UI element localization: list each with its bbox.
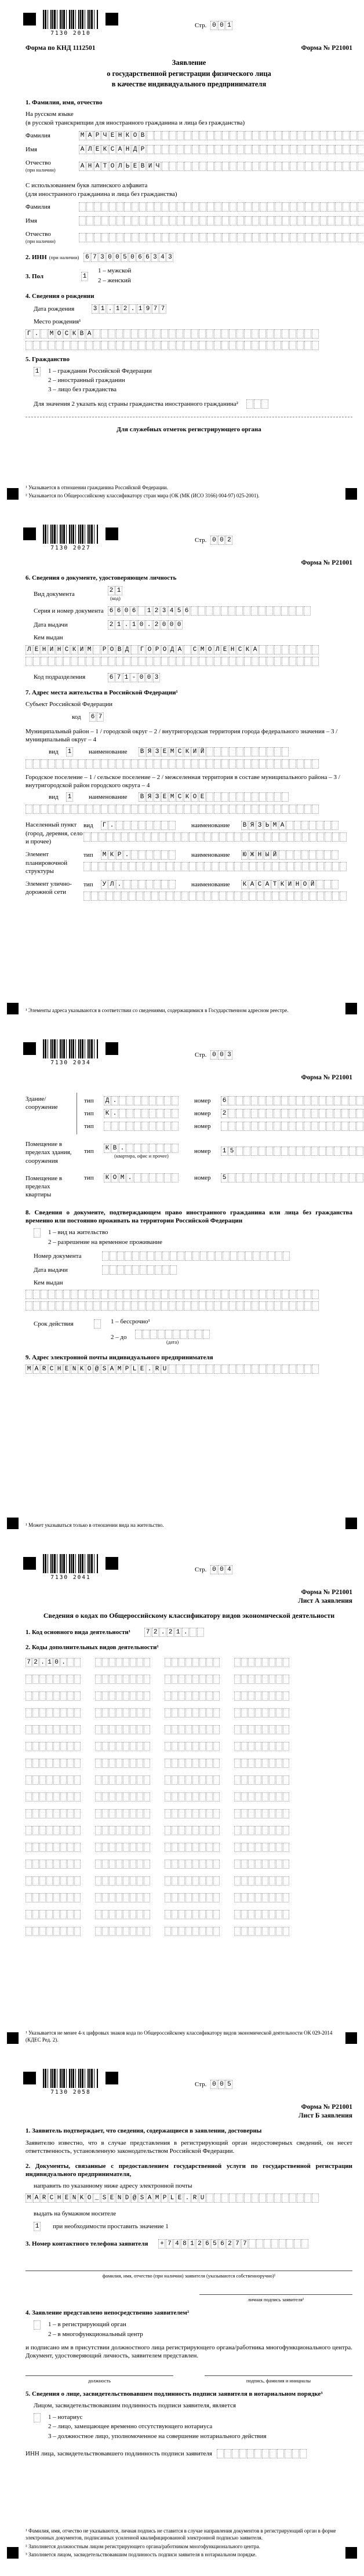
paper-copy-hint: при необходимости проставить значение 1: [53, 2222, 169, 2230]
documents-heading: 2. Документы, связанные с предоставлением государственной услуги по государственной регистрации индивидуального предпринимателя,: [26, 2162, 352, 2178]
okved-extra-code-cell-3-1[interactable]: [95, 1708, 151, 1718]
okved-extra-code-cell-1-3[interactable]: [234, 1675, 290, 1684]
validity-choice-field[interactable]: [94, 1319, 101, 1329]
okved-extra-code-cell-5-3[interactable]: [234, 1742, 290, 1751]
birthplace-extra-row[interactable]: [26, 341, 352, 350]
form-page-2: [0, 515, 364, 1029]
birth-heading: 4. Сведения о рождении: [26, 292, 94, 300]
building-tip-1-field[interactable]: Д .: [104, 1096, 179, 1105]
region-label: Субъект Российской Федерации: [26, 700, 112, 708]
okved-extra-code-cell-8-2[interactable]: [165, 1792, 220, 1802]
registration-mark-icon: [345, 1518, 357, 1529]
settlement-name-extra-row[interactable]: [26, 805, 352, 814]
locality-vid-field[interactable]: Г .: [101, 821, 176, 830]
okved-extra-code-cell-16-3[interactable]: [234, 1927, 290, 1936]
okved-extra-code-cell-7-1[interactable]: [95, 1775, 151, 1785]
okved-extra-code-cell-16-2[interactable]: [165, 1927, 220, 1936]
settlement-name-field[interactable]: В Я З Е М С К О Е: [139, 792, 289, 802]
okved-extra-code-cell-13-1[interactable]: [95, 1876, 151, 1886]
okved-extra-code-cell-12-0[interactable]: [26, 1860, 81, 1869]
page-number-label: Стр.: [195, 1566, 207, 1573]
country-code-note: Для значения 2 указать код страны гражданства иностранного гражданина²: [34, 400, 238, 407]
page-number-label: Стр.: [195, 536, 207, 544]
building-num-label: номер: [194, 1122, 211, 1130]
okved-extra-code-cell-8-3[interactable]: [234, 1792, 290, 1802]
district-vid-label: вид: [49, 748, 59, 755]
gender-options: 1 – мужской 2 – женский: [98, 267, 132, 284]
latin-name-note: С использованием букв латинского алфавита (для иностранного гражданина и лица без гражданства): [26, 182, 177, 198]
building-tip-label: тип: [84, 1109, 94, 1117]
page-number-value: 0 0 3: [210, 1050, 233, 1060]
planning-name-label: наименование: [191, 852, 230, 859]
form-page-5: [0, 2059, 364, 2574]
page-2-header: [26, 523, 352, 558]
entrepreneur-email-field[interactable]: M A R C H E N K O @ S A M P L E . R U: [26, 1365, 352, 1374]
doc-issuer-extra-row[interactable]: [26, 657, 352, 666]
okved-extra-code-cell-4-1[interactable]: [95, 1725, 151, 1734]
validity-until-option: 2 – до: [111, 1333, 127, 1341]
premises-label: Помещение в пределах здания, сооружения: [26, 1140, 72, 1165]
citizenship-options: 1 – гражданин Российской Федерации 2 – иностранный гражданин 3 – лицо без гражданства: [48, 367, 152, 394]
barcode-number: 7130 2027: [50, 545, 91, 551]
okved-extra-code-cell-13-3[interactable]: [234, 1876, 290, 1886]
apartment-tip-label: тип: [84, 1174, 94, 1181]
citizenship-heading: 5. Гражданство: [26, 355, 70, 363]
street-extra-row[interactable]: [83, 892, 352, 901]
okved-extra-code-cell-6-0[interactable]: [26, 1759, 81, 1768]
submitted-text: и подписано им в присутствии должностного лица регистрирующего органа/работника многофункционального центра. Документ, удостоверяющий личность, заявителем представлен.: [26, 2344, 352, 2360]
surname-field[interactable]: М А Р Ч Е Н К О В: [79, 131, 364, 140]
residence-issue-date-label: Дата выдачи: [34, 1266, 68, 1274]
main-okved-label: 1. Код основного вида деятельности¹: [26, 1628, 131, 1636]
okved-extra-code-cell-11-3[interactable]: [234, 1843, 290, 1852]
section-1-heading: 1. Фамилия, имя, отчество: [26, 99, 103, 107]
okved-extra-code-cell-1-0[interactable]: [26, 1675, 81, 1684]
inn-heading: 2. ИНН: [26, 254, 47, 261]
page-5-header: [26, 2067, 352, 2102]
okved-extra-code-cell-9-0[interactable]: [26, 1809, 81, 1818]
residence-issuer-field[interactable]: [26, 1290, 352, 1299]
form-page-1: [0, 0, 364, 515]
latin-patronymic-label: Отчество (при наличии): [26, 231, 56, 245]
registration-mark-icon: [23, 1557, 36, 1570]
birthplace-label: Место рождения¹: [34, 318, 81, 326]
registration-mark-icon: [7, 488, 19, 500]
okved-extra-code-cell-11-2[interactable]: [165, 1843, 220, 1852]
submitted-heading: 4. Заявление представлено непосредственно заявителем²: [26, 2309, 190, 2317]
citizenship-field[interactable]: 1: [34, 367, 41, 376]
okved-extra-code-cell-1-2[interactable]: [165, 1675, 220, 1684]
confirm-text: Заявителю известно, что в случае представления в регистрирующий орган недостоверных сведений, он несет ответственность, установленную законодательством Российской Федерации.: [26, 2140, 352, 2155]
okved-extra-code-cell-7-3[interactable]: [234, 1775, 290, 1785]
unit-code-label: Код подразделения: [34, 674, 86, 681]
registration-mark-icon: [23, 2072, 36, 2084]
main-okved-field[interactable]: 7 2 . 2 1 .: [144, 1628, 205, 1637]
registration-mark-icon: [7, 1003, 19, 1014]
settlement-vid-label: вид: [49, 794, 59, 801]
birthdate-field[interactable]: 3 1 . 1 2 . 1 9 7 7: [92, 304, 167, 314]
okved-extra-code-cell-2-1[interactable]: [95, 1691, 151, 1701]
official-signature-line[interactable]: [205, 2375, 352, 2377]
okved-extra-code-cell-0-2[interactable]: [165, 1658, 220, 1667]
barcode-icon: [43, 1039, 99, 1058]
sheet-b-label: Лист Б заявления: [299, 2112, 352, 2119]
registration-mark-icon: [7, 2032, 19, 2044]
region-code-field[interactable]: 6 7: [89, 712, 104, 722]
notary-choice-field[interactable]: [34, 2413, 41, 2422]
registration-mark-icon: [23, 527, 36, 540]
okved-extra-code-cell-15-3[interactable]: [234, 1910, 290, 1919]
page-number-value: 0 0 1: [210, 21, 233, 30]
extra-okved-label: 2. Коды дополнительных видов деятельности¹: [26, 1643, 159, 1651]
applicant-signature-line[interactable]: [199, 2294, 352, 2295]
gender-field[interactable]: 1: [81, 272, 89, 281]
district-name-extra-row[interactable]: [26, 759, 352, 769]
page-number-label: Стр.: [195, 21, 207, 29]
page-3-header: [26, 1038, 352, 1072]
okved-extra-code-cell-9-3[interactable]: [234, 1809, 290, 1818]
page-number-label: Стр.: [195, 1051, 207, 1058]
residence-issuer-extra-row[interactable]: [26, 1301, 352, 1311]
page-number-value: 0 0 5: [210, 2080, 233, 2089]
okved-extra-code-cell-3-3[interactable]: [234, 1708, 290, 1718]
okved-extra-code-cell-14-1[interactable]: [95, 1893, 151, 1902]
latin-patronymic-field[interactable]: [79, 233, 364, 242]
okved-extra-code-cell-14-3[interactable]: [234, 1893, 290, 1902]
street-name-label: наименование: [191, 881, 230, 888]
planning-tip-label: тип: [83, 852, 93, 859]
phone-heading: 3. Номер контактного телефона заявителя: [26, 2240, 148, 2247]
okved-extra-code-cell-12-3[interactable]: [234, 1860, 290, 1869]
confirm-heading: 1. Заявитель подтверждает, что сведения, содержащиеся в заявлении, достоверны: [26, 2127, 262, 2134]
settlement-note: Городское поселение – 1 / сельское поселение – 2 / межселенная территория в составе муниципального района – 3 / внутригородской район городского округа – 4: [26, 773, 340, 789]
notary-heading: 5. Сведения о лице, засвидетельствовавшем подлинность подписи заявителя в нотариальном порядке³: [26, 2390, 323, 2397]
locality-name-field[interactable]: В Я З Ь М А: [241, 821, 339, 830]
okved-extra-code-cell-0-3[interactable]: [234, 1658, 290, 1667]
okved-extra-code-cell-6-3[interactable]: [234, 1759, 290, 1768]
district-note: Муниципальный район – 1 / городской округ – 2 / внутригородская территория города федерального значения – 3 / муниципальный округ – 4: [26, 728, 338, 744]
applicant-fio-caption: фамилия, имя, отчество (при наличии) заявителя (указываются собственноручно)¹: [102, 2272, 276, 2279]
premises-num-field[interactable]: 1 5: [221, 1147, 364, 1156]
okved-extra-code-cell-16-1[interactable]: [95, 1927, 151, 1936]
applicant-fio-signature-line[interactable]: [26, 2271, 352, 2272]
doc-type-group: [108, 586, 123, 602]
okved-extra-code-cell-15-1[interactable]: [95, 1910, 151, 1919]
okved-extra-code-cell-1-1[interactable]: [95, 1675, 151, 1684]
name-label: Имя: [26, 145, 37, 153]
building-tip-label: тип: [84, 1097, 94, 1104]
settlement-vid-field[interactable]: 1: [66, 792, 74, 802]
phone-field[interactable]: + 7 4 8 1 2 6 5 6 2 7 7: [158, 2239, 309, 2248]
okved-extra-code-cell-15-0[interactable]: [26, 1910, 81, 1919]
surname-label: Фамилия: [26, 132, 50, 139]
patronymic-field[interactable]: А Н А Т О Л Ь Е В И Ч: [79, 162, 364, 171]
extra-okved-grid: [26, 1658, 352, 1936]
okved-extra-code-cell-8-0[interactable]: [26, 1792, 81, 1802]
barcode-number: 7130 2041: [50, 1574, 91, 1581]
residence-doc-num-field[interactable]: [102, 1251, 290, 1261]
barcode-icon: [43, 10, 99, 29]
send-email-field[interactable]: M A R C H E N K O _ S E N D @ S A M P L E . R U: [26, 2193, 352, 2203]
okved-extra-code-cell-10-0[interactable]: [26, 1826, 81, 1835]
validity-label: Срок действия: [34, 1320, 74, 1328]
okved-extra-code-cell-13-2[interactable]: [165, 1876, 220, 1886]
okved-extra-code-cell-9-1[interactable]: [95, 1809, 151, 1818]
building-num-2-field[interactable]: 2: [221, 1109, 364, 1118]
sheet-a-label: Лист А заявления: [298, 1597, 352, 1604]
okved-extra-code-cell-6-2[interactable]: [165, 1759, 220, 1768]
latin-surname-field[interactable]: [79, 202, 364, 212]
barcode-number: 7130 2058: [50, 2089, 91, 2095]
section-7-heading: 7. Адрес места жительства в Российской Федерации¹: [26, 689, 178, 696]
premises-sub-label: (квартира, офис и прочее): [114, 1152, 169, 1159]
okved-extra-code-cell-0-1[interactable]: [95, 1658, 151, 1667]
registration-mark-icon: [105, 527, 118, 540]
registration-mark-icon: [345, 2547, 357, 2559]
okved-extra-code-cell-8-1[interactable]: [95, 1792, 151, 1802]
barcode-number: 7130 2034: [50, 1060, 91, 1066]
okved-extra-code-cell-3-2[interactable]: [165, 1708, 220, 1718]
service-marks-heading: Для служебных отметок регистрирующего органа: [117, 425, 261, 433]
okved-extra-code-cell-0-0[interactable]: 7 2 . 1 0 .: [26, 1658, 81, 1667]
submitted-options: 1 – в регистрирующий орган 2 – в многофункциональный центр: [48, 2321, 143, 2338]
okved-extra-code-cell-4-3[interactable]: [234, 1725, 290, 1734]
okved-extra-code-cell-7-0[interactable]: [26, 1775, 81, 1785]
okved-extra-code-cell-2-2[interactable]: [165, 1691, 220, 1701]
okved-extra-code-cell-9-2[interactable]: [165, 1809, 220, 1818]
locality-name-label: наименование: [191, 822, 230, 829]
doc-type-field[interactable]: 2 1: [108, 586, 123, 595]
submitted-choice-field[interactable]: [34, 2320, 41, 2330]
registration-mark-icon: [7, 1518, 19, 1529]
building-tip-3-field[interactable]: [104, 1122, 179, 1131]
street-tip-label: тип: [83, 881, 93, 888]
notary-inn-field[interactable]: [217, 2449, 307, 2458]
planning-extra-row[interactable]: [83, 862, 352, 871]
barcode-icon: [43, 525, 99, 544]
latin-surname-label: Фамилия: [26, 203, 50, 210]
knd-label: Форма по КНД 1112501: [26, 45, 96, 52]
residence-issuer-label: Кем выдан: [34, 1279, 63, 1286]
okved-extra-code-cell-6-1[interactable]: [95, 1759, 151, 1768]
okved-title: Сведения о кодах по Общероссийскому классификатору видов экономической деятельности: [43, 1611, 335, 1620]
applicant-signature-caption: личная подпись заявителя¹: [247, 2297, 304, 2302]
apartment-room-label: Помещение в пределах квартиры: [26, 1174, 63, 1199]
district-name-field[interactable]: В Я З Е М С К И Й: [139, 747, 289, 756]
country-code-field[interactable]: [246, 399, 269, 409]
inn-sub-label: (при наличии): [49, 254, 79, 260]
russian-name-note: На русском языке (в русской транскрипции для иностранного гражданина и лица без гражданства): [26, 111, 245, 126]
send-email-note: направить по указанному ниже адресу электронной почты: [34, 2182, 192, 2190]
notary-options: 1 – нотариус 2 – лицо, замещающее временно отсутствующего нотариуса 3 – должностное лицо, уполномоченное на совершение нотариального действия: [48, 2414, 267, 2440]
building-num-label: номер: [194, 1109, 211, 1117]
okved-extra-code-cell-4-2[interactable]: [165, 1725, 220, 1734]
notary-inn-label: ИНН лица, засвидетельствовавшего подлинность подписи заявителя: [26, 2450, 212, 2457]
birthplace-field[interactable]: Г . М О С К В А: [26, 329, 352, 339]
apartment-num-field[interactable]: 5: [221, 1173, 364, 1183]
validity-perpetual-option: 1 – бессрочно¹: [111, 1318, 150, 1326]
page-number-label: Стр.: [195, 2080, 207, 2088]
apartment-tip-field[interactable]: К О М .: [104, 1173, 179, 1183]
page-number-value: 0 0 4: [210, 1565, 233, 1574]
street-tip-field[interactable]: У Л .: [101, 880, 176, 889]
residence-doc-num-label: Номер документа: [34, 1252, 82, 1260]
doc-series-field[interactable]: 6 6 0 6 1 2 3 4 5 6: [108, 606, 311, 616]
registration-mark-icon: [7, 2547, 19, 2559]
street-name-field[interactable]: К А С А Т К И Н О Й: [241, 880, 339, 889]
notary-text: Лицом, засвидетельствовавшим подлинность подписи заявителя, является: [34, 2402, 236, 2409]
gender-heading: 3. Пол: [26, 272, 44, 280]
okved-extra-code-cell-5-0[interactable]: [26, 1742, 81, 1751]
premises-num-label: номер: [194, 1148, 211, 1155]
building-num-3-field[interactable]: [221, 1122, 364, 1131]
okved-extra-code-cell-5-2[interactable]: [165, 1742, 220, 1751]
registration-mark-icon: [345, 1003, 357, 1014]
barcode-icon: [43, 2069, 99, 2088]
registration-mark-icon: [105, 1557, 118, 1570]
name-field[interactable]: А Л Е К С А Н Д Р: [79, 145, 364, 154]
apartment-num-label: номер: [194, 1174, 211, 1181]
registration-mark-icon: [105, 1042, 118, 1055]
section-9-heading: 9. Адрес электронной почты индивидуального предпринимателя: [26, 1354, 213, 1361]
okved-extra-code-cell-4-0[interactable]: [26, 1725, 81, 1734]
okved-extra-code-cell-7-2[interactable]: [165, 1775, 220, 1785]
settlement-name-label: наименование: [89, 794, 128, 801]
page-3-footnotes: ¹ Может указываться только в отношении вида на жительство.: [26, 1522, 164, 1529]
barcode-number: 7130 2010: [50, 30, 91, 37]
inn-field[interactable]: 6 7 3 0 0 5 0 6 6 3 4 3: [83, 253, 174, 262]
doc-series-label: Серия и номер документа: [34, 607, 104, 615]
okved-extra-code-cell-10-3[interactable]: [234, 1826, 290, 1835]
building-tip-label: тип: [84, 1122, 94, 1130]
registration-mark-icon: [23, 1042, 36, 1055]
doc-issue-date-label: Дата выдачи: [34, 621, 68, 629]
okved-extra-code-cell-2-3[interactable]: [234, 1691, 290, 1701]
latin-name-label: Имя: [26, 217, 37, 224]
form-number-label: Форма № Р21001: [301, 2104, 352, 2111]
form-page-3: [0, 1029, 364, 1544]
okved-extra-code-cell-5-1[interactable]: [95, 1742, 151, 1751]
official-position-caption: должность: [88, 2377, 111, 2384]
okved-extra-code-cell-11-0[interactable]: [26, 1843, 81, 1852]
residence-doc-options: 1 – вид на жительство 2 – разрешение на временное проживание: [48, 1229, 163, 1246]
building-num-1-field[interactable]: 6: [221, 1096, 364, 1105]
form-number-label: Форма № Р21001: [301, 559, 352, 566]
official-position-line[interactable]: [26, 2375, 173, 2377]
registration-mark-icon: [345, 2032, 357, 2044]
okved-extra-code-cell-2-0[interactable]: [26, 1691, 81, 1701]
planning-tip-field[interactable]: М К Р .: [101, 850, 176, 860]
district-vid-field[interactable]: 1: [66, 747, 74, 756]
planning-element-label: Элемент планировочной структуры: [26, 851, 68, 875]
validity-date-sub: (дата): [166, 1338, 179, 1345]
section-6-heading: 6. Сведения о документе, удостоверяющем личность: [26, 574, 177, 581]
registration-mark-icon: [105, 13, 118, 26]
building-group-label: Здание/ сооружение: [26, 1095, 58, 1111]
okved-extra-code-cell-3-0[interactable]: [26, 1708, 81, 1718]
locality-extra-row[interactable]: [83, 832, 352, 842]
paper-copy-note: выдать на бумажном носителе: [34, 2210, 117, 2217]
page-2-footnotes: ¹ Элементы адреса указываются в соответствии со сведениями, содержащимися в Государственном адресном реестре.: [26, 1007, 289, 1014]
validity-until-field[interactable]: [135, 1330, 210, 1339]
latin-name-field[interactable]: [79, 216, 364, 225]
registration-mark-icon: [105, 2072, 118, 2084]
page-1-header: [26, 8, 352, 43]
locality-vid-label: вид: [83, 822, 93, 829]
region-code-label: код: [72, 714, 81, 721]
okved-extra-code-cell-15-2[interactable]: [165, 1910, 220, 1919]
form-number-label: Форма № Р21001: [301, 45, 352, 52]
okved-extra-code-cell-16-0[interactable]: [26, 1927, 81, 1936]
okved-extra-code-cell-10-2[interactable]: [165, 1826, 220, 1835]
residence-issue-date-field[interactable]: [102, 1265, 177, 1275]
doc-issue-date-field[interactable]: 2 1 . 1 0 . 2 0 0 0: [108, 620, 183, 630]
page-4-header: [26, 1552, 352, 1587]
section-8-heading: 8. Сведения о документе, подтверждающем право иностранного гражданина или лица без гражданства временно или постоянно проживать на территории Российской Федерации: [26, 1209, 352, 1225]
page-4-footnotes: ¹ Указывается не менее 4-х цифровых знаков кода по Общероссийскому классификатору видов экономической деятельности ОК 029-2014 (КДЕС Ред. 2).: [26, 2029, 333, 2043]
page-number-value: 0 0 2: [210, 536, 233, 545]
doc-type-label: Вид документа: [34, 590, 75, 598]
page-1-footnotes: ¹ Указывается в отношении гражданина Российской Федерации. ² Указывается по Общероссийскому классификатору стран мира (ОК (МК (ИСО 3166) 004-97) 025-2001).: [26, 484, 260, 499]
okved-extra-code-cell-11-1[interactable]: [95, 1843, 151, 1852]
form-title: Заявление о государственной регистрации физического лица в качестве индивидуального предпринимателя: [107, 58, 271, 89]
unit-code-field[interactable]: 6 7 1 - 0 0 3: [108, 673, 161, 682]
official-signature-caption: подпись, фамилия и инициалы: [246, 2377, 311, 2384]
planning-name-field[interactable]: Ю Ж Н Ы Й: [241, 850, 339, 860]
building-tip-2-field[interactable]: К .: [104, 1109, 179, 1118]
barcode-icon: [43, 1554, 99, 1573]
form-number-label: Форма № Р21001: [301, 1589, 352, 1596]
registration-mark-icon: [345, 488, 357, 500]
birthdate-label: Дата рождения: [34, 305, 75, 313]
building-num-label: номер: [194, 1097, 211, 1104]
okved-extra-code-cell-14-0[interactable]: [26, 1893, 81, 1902]
street-element-label: Элемент улично-дорожной сети: [26, 881, 72, 896]
paper-copy-field[interactable]: 1: [34, 2222, 41, 2231]
patronymic-label: Отчество (при наличии): [26, 159, 56, 173]
okved-extra-code-cell-13-0[interactable]: [26, 1876, 81, 1886]
okved-extra-code-cell-12-1[interactable]: [95, 1860, 151, 1869]
district-name-label: наименование: [89, 748, 128, 755]
doc-type-sub: (код): [110, 595, 121, 602]
okved-extra-code-cell-14-2[interactable]: [165, 1893, 220, 1902]
form-page-4: [0, 1544, 364, 2059]
registration-mark-icon: [23, 13, 36, 26]
premises-tip-label: тип: [84, 1148, 94, 1155]
residence-doc-type-field[interactable]: [34, 1228, 41, 1238]
doc-issuer-field[interactable]: Л Е Н И Н С К И М Р О В Д Г О Р О Д А С М О Л Е Н С К А: [26, 645, 352, 654]
doc-issuer-label: Кем выдан: [34, 634, 63, 642]
page-5-footnotes: ¹ Фамилия, имя, отчество не указываются, личная подпись не ставится в случае направления документов в регистрирующий орган в форме электронных документов, подписанных усиленной квалифицированной электронной подписью заявителя. ² Заполняется должностным лицом регистрирующего органа/работником многофункционального центра. ³ Заполняется лицом, засвидетельствовавшим подлинность подписи заявителя в нотариальном порядке.: [26, 2527, 336, 2558]
premises-tip-field[interactable]: К В .: [104, 1144, 179, 1153]
okved-extra-code-cell-10-1[interactable]: [95, 1826, 151, 1835]
okved-extra-code-cell-12-2[interactable]: [165, 1860, 220, 1869]
locality-label: Населенный пункт (город, деревня, село и прочее): [26, 821, 83, 845]
form-number-label: Форма № Р21001: [301, 1074, 352, 1081]
